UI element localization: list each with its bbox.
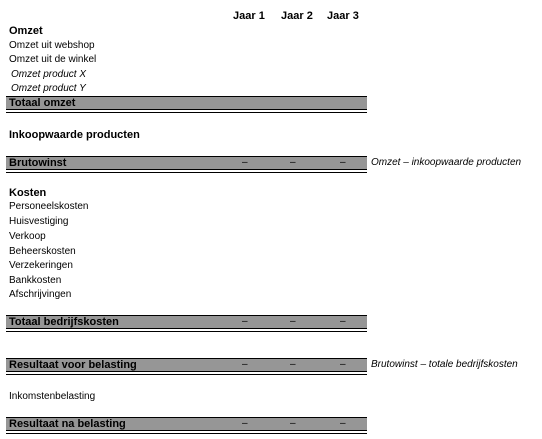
totaal-bedrijfskosten-label: Totaal bedrijfskosten: [9, 316, 119, 328]
kosten-heading: Kosten: [9, 187, 47, 199]
row-verzekeringen[interactable]: Verzekeringen: [9, 260, 73, 271]
resultaat-voor-belasting-label: Resultaat voor belasting: [9, 359, 137, 371]
brutowinst-jaar-3: –: [340, 157, 346, 168]
column-header-jaar-2: Jaar 2: [281, 10, 313, 22]
brutowinst-label: Brutowinst: [9, 157, 67, 169]
totaal-omzet-bar[interactable]: [6, 96, 367, 110]
omzet-heading: Omzet: [9, 25, 43, 37]
row-personeelskosten[interactable]: Personeelskosten: [9, 201, 89, 212]
resultaat-voor-jaar-1: –: [242, 359, 248, 370]
row-inkomstenbelasting[interactable]: Inkomstenbelasting: [9, 391, 96, 402]
brutowinst-note: Omzet – inkoopwaarde producten: [371, 157, 522, 168]
row-omzet-webshop[interactable]: Omzet uit webshop: [9, 40, 95, 51]
row-huisvestiging[interactable]: Huisvestiging: [9, 216, 69, 227]
resultaat-voor-jaar-3: –: [340, 359, 346, 370]
row-beheerskosten[interactable]: Beheerskosten: [9, 246, 76, 257]
resultaat-voor-belasting-bar[interactable]: [6, 358, 367, 372]
totaal-bedrijfskosten-bar[interactable]: [6, 315, 367, 329]
row-omzet-winkel[interactable]: Omzet uit de winkel: [9, 54, 97, 65]
brutowinst-jaar-1: –: [242, 157, 248, 168]
resultaat-na-belasting-bar[interactable]: [6, 417, 367, 431]
bedrijfskosten-jaar-1: –: [242, 316, 248, 327]
column-header-jaar-3: Jaar 3: [327, 10, 359, 22]
resultaat-na-jaar-3: –: [340, 418, 346, 429]
row-verkoop[interactable]: Verkoop: [9, 231, 46, 242]
row-omzet-product-y[interactable]: Omzet product Y: [11, 83, 86, 94]
resultaat-na-jaar-1: –: [242, 418, 248, 429]
column-header-jaar-1: Jaar 1: [233, 10, 265, 22]
resultaat-voor-jaar-2: –: [290, 359, 296, 370]
resultaat-na-belasting-label: Resultaat na belasting: [9, 418, 126, 430]
resultaat-voor-note: Brutowinst – totale bedrijfskosten: [371, 359, 518, 370]
row-omzet-product-x[interactable]: Omzet product X: [11, 69, 87, 80]
row-afschrijvingen[interactable]: Afschrijvingen: [9, 289, 72, 300]
resultaat-na-jaar-2: –: [290, 418, 296, 429]
bedrijfskosten-jaar-3: –: [340, 316, 346, 327]
brutowinst-bar[interactable]: [6, 156, 367, 170]
row-bankkosten[interactable]: Bankkosten: [9, 275, 62, 286]
totaal-omzet-label: Totaal omzet: [9, 97, 76, 109]
brutowinst-jaar-2: –: [290, 157, 296, 168]
inkoop-heading: Inkoopwaarde producten: [9, 129, 140, 141]
bedrijfskosten-jaar-2: –: [290, 316, 296, 327]
